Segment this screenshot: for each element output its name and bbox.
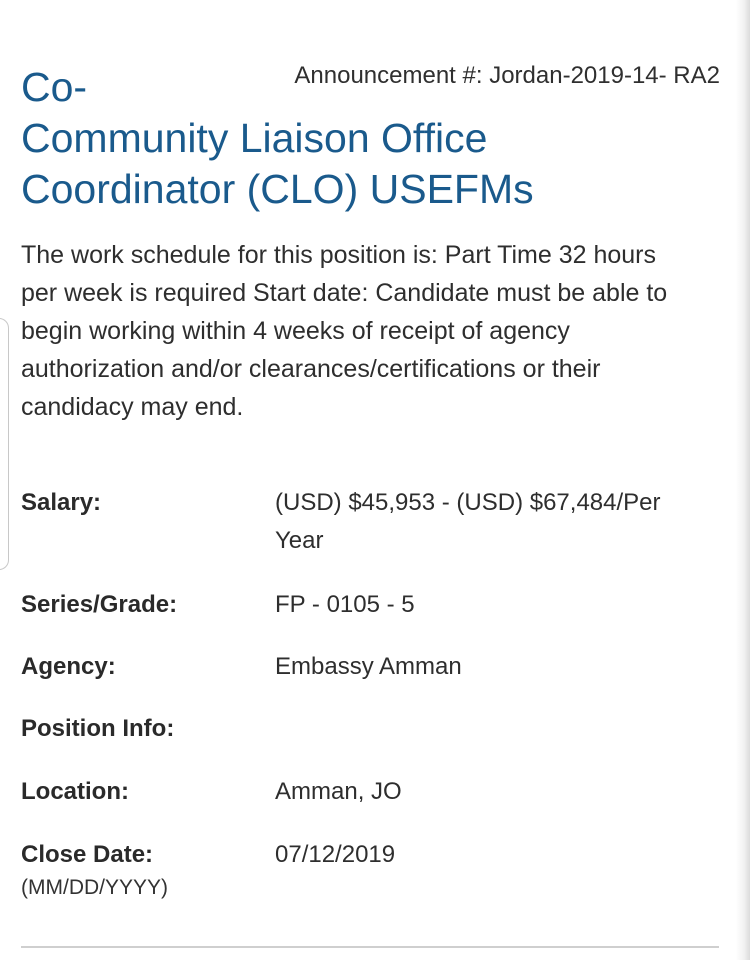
drawer-handle[interactable]	[0, 318, 9, 570]
close-date-format-note: (MM/DD/YYYY)	[21, 876, 168, 899]
job-title-line: Community Liaison Office	[21, 115, 488, 161]
description-line: The work schedule for this position is: Part Time 32 hours	[21, 241, 657, 269]
close-date-label: Close Date:	[21, 841, 154, 868]
close-date-value: 07/12/2019	[275, 841, 396, 868]
announcement-number: Announcement #: Jordan-2019-14- RA2	[294, 62, 720, 89]
position-info-label: Position Info:	[21, 715, 175, 742]
job-title-line: Co-	[21, 64, 88, 110]
agency-label: Agency:	[21, 653, 116, 680]
location-label: Location:	[21, 778, 129, 805]
job-title-line: Coordinator (CLO) USEFMs	[21, 166, 534, 212]
section-divider	[21, 946, 719, 948]
description-line: begin working within 4 weeks of receipt of agency	[21, 317, 570, 345]
agency-value: Embassy Amman	[275, 653, 462, 680]
series-grade-label: Series/Grade:	[21, 591, 178, 618]
salary-label: Salary:	[21, 489, 102, 516]
job-title	[21, 62, 621, 215]
work-schedule-description	[21, 236, 726, 426]
description-line: authorization and/or clearances/certifications or their	[21, 355, 601, 383]
salary-value	[275, 484, 661, 560]
edge-shadow	[736, 0, 750, 960]
series-grade-value: FP - 0105 - 5	[275, 591, 415, 618]
location-value: Amman, JO	[275, 778, 402, 805]
salary-value-line: (USD) $45,953 - (USD) $67,484/Per	[275, 489, 661, 516]
description-line: candidacy may end.	[21, 393, 244, 421]
description-line: per week is required Start date: Candidate must be able to	[21, 279, 668, 307]
salary-value-line: Year	[275, 527, 324, 554]
